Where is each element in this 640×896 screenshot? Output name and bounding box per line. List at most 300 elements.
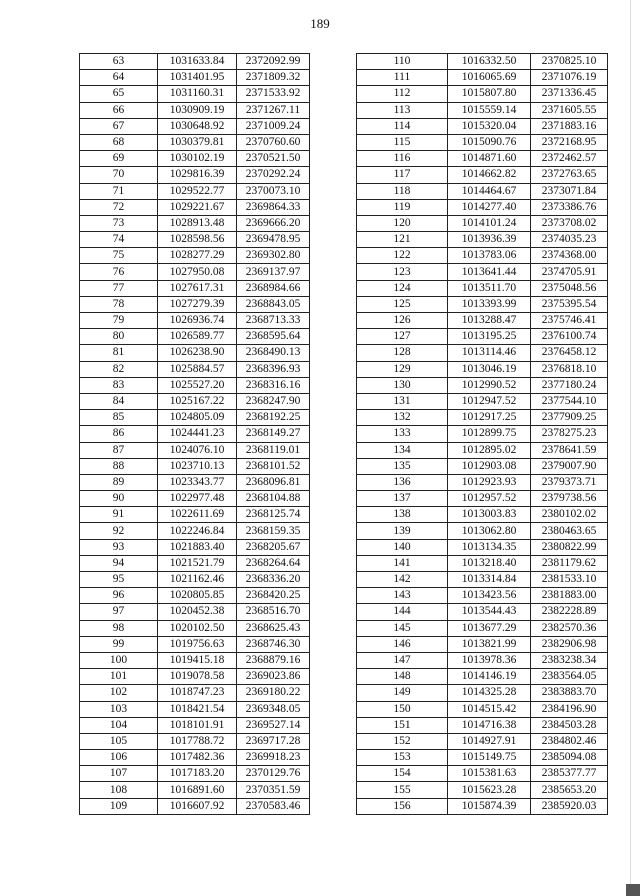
x-coordinate-cell: 1012895.02 [448,442,531,458]
y-coordinate-cell: 2382906.98 [531,636,608,652]
point-number-cell: 77 [80,280,158,296]
x-coordinate-cell: 1014927.91 [448,733,531,749]
y-coordinate-cell: 2368159.35 [237,523,310,539]
x-coordinate-cell: 1013114.46 [448,345,531,361]
y-coordinate-cell: 2368104.88 [237,491,310,507]
y-coordinate-cell: 2368595.64 [237,329,310,345]
x-coordinate-cell: 1030648.92 [158,118,237,134]
x-coordinate-cell: 1013821.99 [448,636,531,652]
x-coordinate-cell: 1013288.47 [448,313,531,329]
point-number-cell: 97 [80,604,158,620]
point-number-cell: 96 [80,588,158,604]
table-row [357,491,608,507]
x-coordinate-cell: 1030909.19 [158,102,237,118]
x-coordinate-cell: 1027950.08 [158,264,237,280]
table-row [357,442,608,458]
table-row [80,782,310,798]
x-coordinate-cell: 1027279.39 [158,296,237,312]
x-coordinate-cell: 1029221.67 [158,199,237,215]
y-coordinate-cell: 2380463.65 [531,523,608,539]
y-coordinate-cell: 2378275.23 [531,426,608,442]
y-coordinate-cell: 2370583.46 [237,798,310,814]
x-coordinate-cell: 1025167.22 [158,393,237,409]
y-coordinate-cell: 2376100.74 [531,329,608,345]
y-coordinate-cell: 2369918.23 [237,750,310,766]
point-number-cell: 146 [357,636,448,652]
x-coordinate-cell: 1013783.06 [448,248,531,264]
point-number-cell: 145 [357,620,448,636]
table-row [80,313,310,329]
table-row [357,701,608,717]
table-row [357,345,608,361]
x-coordinate-cell: 1021162.46 [158,572,237,588]
point-number-cell: 84 [80,393,158,409]
point-number-cell: 69 [80,151,158,167]
y-coordinate-cell: 2369180.22 [237,685,310,701]
point-number-cell: 155 [357,782,448,798]
x-coordinate-cell: 1013003.83 [448,507,531,523]
scan-corner-mark [626,884,640,896]
point-number-cell: 92 [80,523,158,539]
x-coordinate-cell: 1025884.57 [158,361,237,377]
y-coordinate-cell: 2368625.43 [237,620,310,636]
x-coordinate-cell: 1013978.36 [448,652,531,668]
table-row [357,669,608,685]
y-coordinate-cell: 2370073.10 [237,183,310,199]
x-coordinate-cell: 1014464.67 [448,183,531,199]
y-coordinate-cell: 2368843.05 [237,296,310,312]
point-number-cell: 70 [80,167,158,183]
table-row [357,329,608,345]
x-coordinate-cell: 1015623.28 [448,782,531,798]
x-coordinate-cell: 1030379.81 [158,134,237,150]
point-number-cell: 136 [357,474,448,490]
point-number-cell: 156 [357,798,448,814]
table-row [80,361,310,377]
point-number-cell: 95 [80,572,158,588]
point-number-cell: 132 [357,410,448,426]
y-coordinate-cell: 2370292.24 [237,167,310,183]
x-coordinate-cell: 1031633.84 [158,54,237,70]
table-row [357,215,608,231]
table-row [80,167,310,183]
y-coordinate-cell: 2377180.24 [531,377,608,393]
point-number-cell: 73 [80,215,158,231]
x-coordinate-cell: 1018421.54 [158,701,237,717]
point-number-cell: 154 [357,766,448,782]
point-number-cell: 143 [357,588,448,604]
y-coordinate-cell: 2379738.56 [531,491,608,507]
x-coordinate-cell: 1012947.52 [448,393,531,409]
point-number-cell: 123 [357,264,448,280]
y-coordinate-cell: 2369864.33 [237,199,310,215]
x-coordinate-cell: 1031401.95 [158,70,237,86]
x-coordinate-cell: 1019078.58 [158,669,237,685]
table-row [357,248,608,264]
x-coordinate-cell: 1013062.80 [448,523,531,539]
x-coordinate-cell: 1031160.31 [158,86,237,102]
x-coordinate-cell: 1021521.79 [158,555,237,571]
x-coordinate-cell: 1022611.69 [158,507,237,523]
point-number-cell: 137 [357,491,448,507]
table-row [357,620,608,636]
y-coordinate-cell: 2368316.16 [237,377,310,393]
page-number: 189 [310,16,330,31]
table-row [80,345,310,361]
table-row [357,264,608,280]
table-row [357,134,608,150]
x-coordinate-cell: 1016607.92 [158,798,237,814]
y-coordinate-cell: 2372462.57 [531,151,608,167]
x-coordinate-cell: 1013218.40 [448,555,531,571]
x-coordinate-cell: 1019415.18 [158,652,237,668]
x-coordinate-cell: 1024441.23 [158,426,237,442]
table-row [357,118,608,134]
table-row [357,426,608,442]
table-row [80,215,310,231]
y-coordinate-cell: 2368264.64 [237,555,310,571]
x-coordinate-cell: 1022246.84 [158,523,237,539]
y-coordinate-cell: 2371267.11 [237,102,310,118]
y-coordinate-cell: 2368713.33 [237,313,310,329]
point-number-cell: 80 [80,329,158,345]
table-row [357,151,608,167]
point-number-cell: 72 [80,199,158,215]
table-row [80,54,310,70]
table-row [357,750,608,766]
y-coordinate-cell: 2383238.34 [531,652,608,668]
table-row [357,636,608,652]
table-row [80,264,310,280]
x-coordinate-cell: 1013423.56 [448,588,531,604]
x-coordinate-cell: 1020452.38 [158,604,237,620]
point-number-cell: 152 [357,733,448,749]
point-number-cell: 88 [80,458,158,474]
x-coordinate-cell: 1015807.80 [448,86,531,102]
table-row [80,750,310,766]
y-coordinate-cell: 2377544.10 [531,393,608,409]
y-coordinate-cell: 2373071.84 [531,183,608,199]
x-coordinate-cell: 1013544.43 [448,604,531,620]
point-number-cell: 122 [357,248,448,264]
x-coordinate-cell: 1014101.24 [448,215,531,231]
table-row [357,474,608,490]
point-number-cell: 114 [357,118,448,134]
y-coordinate-cell: 2373708.02 [531,215,608,231]
y-coordinate-cell: 2368096.81 [237,474,310,490]
y-coordinate-cell: 2381179.62 [531,555,608,571]
y-coordinate-cell: 2374368.00 [531,248,608,264]
point-number-cell: 105 [80,733,158,749]
y-coordinate-cell: 2384802.46 [531,733,608,749]
table-row [80,410,310,426]
x-coordinate-cell: 1024076.10 [158,442,237,458]
point-number-cell: 117 [357,167,448,183]
y-coordinate-cell: 2368247.90 [237,393,310,409]
point-number-cell: 108 [80,782,158,798]
table-row [80,588,310,604]
point-number-cell: 127 [357,329,448,345]
table-row [80,232,310,248]
x-coordinate-cell: 1016332.50 [448,54,531,70]
y-coordinate-cell: 2372763.65 [531,167,608,183]
table-row [357,798,608,814]
point-number-cell: 120 [357,215,448,231]
y-coordinate-cell: 2378641.59 [531,442,608,458]
y-coordinate-cell: 2368746.30 [237,636,310,652]
y-coordinate-cell: 2368149.27 [237,426,310,442]
point-number-cell: 104 [80,717,158,733]
point-number-cell: 78 [80,296,158,312]
y-coordinate-cell: 2381533.10 [531,572,608,588]
y-coordinate-cell: 2380102.02 [531,507,608,523]
y-coordinate-cell: 2385377.77 [531,766,608,782]
point-number-cell: 67 [80,118,158,134]
table-row [80,377,310,393]
point-number-cell: 118 [357,183,448,199]
table-row [357,377,608,393]
point-number-cell: 76 [80,264,158,280]
x-coordinate-cell: 1013677.29 [448,620,531,636]
point-number-cell: 101 [80,669,158,685]
y-coordinate-cell: 2368336.20 [237,572,310,588]
y-coordinate-cell: 2370825.10 [531,54,608,70]
scan-edge-line [630,0,631,896]
x-coordinate-cell: 1014515.42 [448,701,531,717]
x-coordinate-cell: 1014325.28 [448,685,531,701]
table-row [80,474,310,490]
x-coordinate-cell: 1014716.38 [448,717,531,733]
table-row [80,183,310,199]
x-coordinate-cell: 1012899.75 [448,426,531,442]
x-coordinate-cell: 1018101.91 [158,717,237,733]
table-row [357,86,608,102]
point-number-cell: 121 [357,232,448,248]
point-number-cell: 126 [357,313,448,329]
point-number-cell: 141 [357,555,448,571]
coordinate-table-right [356,53,608,815]
x-coordinate-cell: 1028598.56 [158,232,237,248]
y-coordinate-cell: 2379007.90 [531,458,608,474]
table-row [80,555,310,571]
point-number-cell: 87 [80,442,158,458]
x-coordinate-cell: 1016065.69 [448,70,531,86]
table-row [357,199,608,215]
y-coordinate-cell: 2371605.55 [531,102,608,118]
table-row [357,361,608,377]
point-number-cell: 151 [357,717,448,733]
point-number-cell: 99 [80,636,158,652]
point-number-cell: 133 [357,426,448,442]
x-coordinate-cell: 1013134.35 [448,539,531,555]
y-coordinate-cell: 2377909.25 [531,410,608,426]
x-coordinate-cell: 1018747.23 [158,685,237,701]
x-coordinate-cell: 1015381.63 [448,766,531,782]
x-coordinate-cell: 1017482.36 [158,750,237,766]
point-number-cell: 129 [357,361,448,377]
x-coordinate-cell: 1019756.63 [158,636,237,652]
table-row [80,248,310,264]
table-row [357,572,608,588]
table-row [80,393,310,409]
point-number-cell: 89 [80,474,158,490]
point-number-cell: 81 [80,345,158,361]
point-number-cell: 94 [80,555,158,571]
table-row [80,717,310,733]
y-coordinate-cell: 2380822.99 [531,539,608,555]
point-number-cell: 107 [80,766,158,782]
point-number-cell: 140 [357,539,448,555]
y-coordinate-cell: 2381883.00 [531,588,608,604]
table-row [80,491,310,507]
y-coordinate-cell: 2368205.67 [237,539,310,555]
table-row [80,507,310,523]
table-row [357,717,608,733]
table-row [357,54,608,70]
y-coordinate-cell: 2368420.25 [237,588,310,604]
point-number-cell: 128 [357,345,448,361]
y-coordinate-cell: 2368119.01 [237,442,310,458]
table-row [357,167,608,183]
table-row [80,652,310,668]
table-row [80,86,310,102]
x-coordinate-cell: 1013936.39 [448,232,531,248]
y-coordinate-cell: 2373386.76 [531,199,608,215]
x-coordinate-cell: 1014662.82 [448,167,531,183]
table-row [357,733,608,749]
y-coordinate-cell: 2383564.05 [531,669,608,685]
table-row [80,798,310,814]
y-coordinate-cell: 2372092.99 [237,54,310,70]
table-row [80,70,310,86]
x-coordinate-cell: 1021883.40 [158,539,237,555]
table-row [357,555,608,571]
table-row [80,296,310,312]
y-coordinate-cell: 2368490.13 [237,345,310,361]
y-coordinate-cell: 2382570.36 [531,620,608,636]
point-number-cell: 153 [357,750,448,766]
x-coordinate-cell: 1020102.50 [158,620,237,636]
point-number-cell: 144 [357,604,448,620]
table-row [357,523,608,539]
x-coordinate-cell: 1012903.08 [448,458,531,474]
table-row [357,410,608,426]
y-coordinate-cell: 2384503.28 [531,717,608,733]
table-row [357,232,608,248]
point-number-cell: 113 [357,102,448,118]
table-row [80,604,310,620]
point-number-cell: 79 [80,313,158,329]
coordinate-table-left [79,53,310,815]
y-coordinate-cell: 2372168.95 [531,134,608,150]
table-row [80,329,310,345]
table-row [357,766,608,782]
table-row [80,733,310,749]
table-row [357,588,608,604]
table-row [80,766,310,782]
point-number-cell: 134 [357,442,448,458]
point-number-cell: 106 [80,750,158,766]
x-coordinate-cell: 1015320.04 [448,118,531,134]
table-row [80,701,310,717]
x-coordinate-cell: 1030102.19 [158,151,237,167]
x-coordinate-cell: 1015149.75 [448,750,531,766]
point-number-cell: 111 [357,70,448,86]
x-coordinate-cell: 1013641.44 [448,264,531,280]
y-coordinate-cell: 2371809.32 [237,70,310,86]
point-number-cell: 130 [357,377,448,393]
point-number-cell: 148 [357,669,448,685]
point-number-cell: 103 [80,701,158,717]
x-coordinate-cell: 1012917.25 [448,410,531,426]
point-number-cell: 124 [357,280,448,296]
point-number-cell: 74 [80,232,158,248]
table-row [357,102,608,118]
y-coordinate-cell: 2369527.14 [237,717,310,733]
x-coordinate-cell: 1013046.19 [448,361,531,377]
table-row [357,652,608,668]
table-row [357,604,608,620]
x-coordinate-cell: 1013393.99 [448,296,531,312]
table-row [80,620,310,636]
table-row [80,442,310,458]
y-coordinate-cell: 2368125.74 [237,507,310,523]
table-row [357,296,608,312]
point-number-cell: 85 [80,410,158,426]
table-row [80,280,310,296]
table-row [357,393,608,409]
x-coordinate-cell: 1013511.70 [448,280,531,296]
y-coordinate-cell: 2369023.86 [237,669,310,685]
y-coordinate-cell: 2369302.80 [237,248,310,264]
point-number-cell: 93 [80,539,158,555]
table-row [80,199,310,215]
y-coordinate-cell: 2375395.54 [531,296,608,312]
x-coordinate-cell: 1015874.39 [448,798,531,814]
point-number-cell: 83 [80,377,158,393]
table-row [80,523,310,539]
point-number-cell: 91 [80,507,158,523]
table-row [80,134,310,150]
point-number-cell: 142 [357,572,448,588]
point-number-cell: 71 [80,183,158,199]
y-coordinate-cell: 2370521.50 [237,151,310,167]
table-row [357,507,608,523]
x-coordinate-cell: 1028277.29 [158,248,237,264]
x-coordinate-cell: 1022977.48 [158,491,237,507]
table-row [80,669,310,685]
y-coordinate-cell: 2379373.71 [531,474,608,490]
point-number-cell: 98 [80,620,158,636]
point-number-cell: 86 [80,426,158,442]
table-row [357,539,608,555]
y-coordinate-cell: 2368516.70 [237,604,310,620]
y-coordinate-cell: 2370760.60 [237,134,310,150]
y-coordinate-cell: 2369137.97 [237,264,310,280]
y-coordinate-cell: 2369478.95 [237,232,310,248]
table-row [80,636,310,652]
point-number-cell: 138 [357,507,448,523]
x-coordinate-cell: 1024805.09 [158,410,237,426]
point-number-cell: 135 [357,458,448,474]
point-number-cell: 149 [357,685,448,701]
x-coordinate-cell: 1014277.40 [448,199,531,215]
table-row [357,70,608,86]
x-coordinate-cell: 1029816.39 [158,167,237,183]
y-coordinate-cell: 2384196.90 [531,701,608,717]
y-coordinate-cell: 2371533.92 [237,86,310,102]
point-number-cell: 63 [80,54,158,70]
